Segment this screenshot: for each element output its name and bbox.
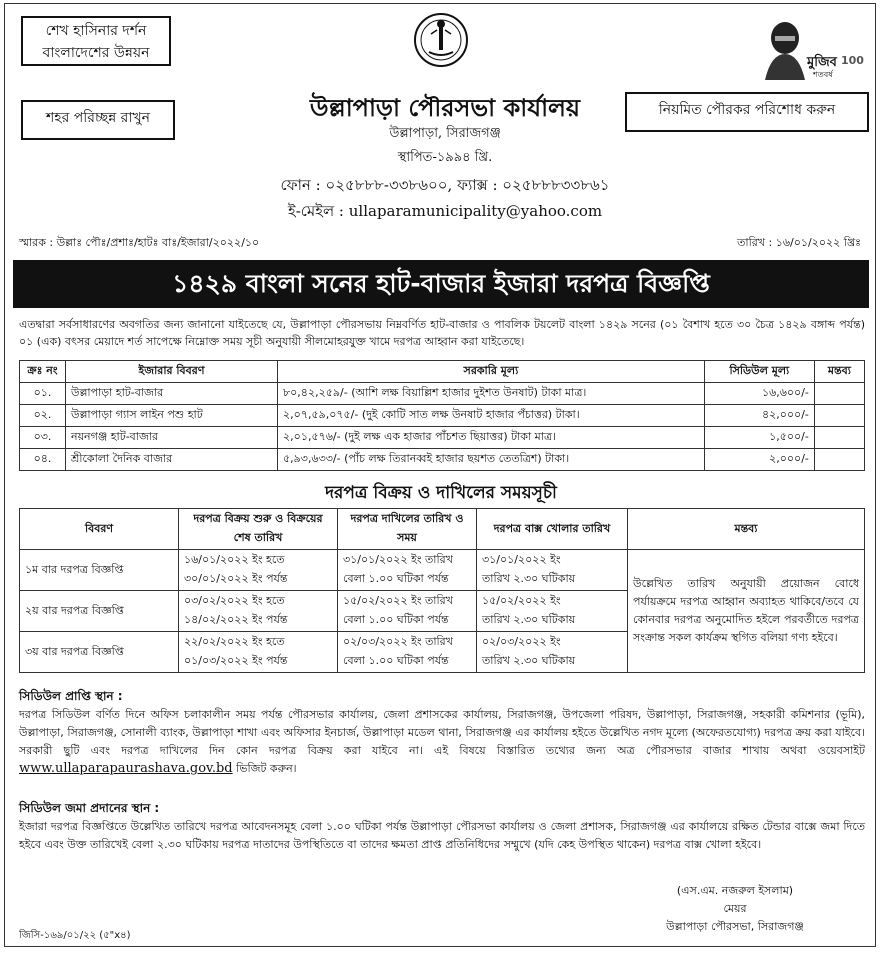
col-sale-dates: দরপত্র বিক্রয় শুরু ও বিক্রয়ের শেষ তারিখ bbox=[179, 509, 338, 550]
municipality-seal-logo bbox=[413, 12, 469, 68]
submit-cell bbox=[338, 550, 477, 591]
office-title: উল্লাপাড়া পৌরসভা কার্যালয় bbox=[309, 93, 581, 122]
col-govt-price: সরকারি মূল্য bbox=[278, 361, 705, 383]
sale-start: ২২/০২/২০২২ ইং হতে bbox=[184, 635, 285, 648]
round-cell: ২য় বার দরপত্র বিজ্ঞপ্তি bbox=[20, 591, 179, 632]
serial-cell: ০২. bbox=[20, 405, 66, 427]
lease-name-cell: শ্রীকোলা দৈনিক বাজার bbox=[66, 449, 278, 471]
submit-time: বেলা ১.০০ ঘটিকা পর্যন্ত bbox=[343, 572, 449, 585]
submit-date: ১৫/০২/২০২২ ইং তারিখ bbox=[343, 594, 453, 607]
intro-paragraph: এতদ্বারা সর্বসাধারণের অবগতির জন্য জানানো যাইতেছে যে, উল্লাপাড়া পৌরসভায় নিম্নবর্ণিত হাট-বাজার ও পাবলিক টয়লেট বাংলা ১৪২৯ সনের (০১ বৈশাখ হতে ৩০ চৈত্র ১৪২৯ বঙ্গাব্দ পর্যন্ত) ০১ (এক) বৎসর মেয়াদে শর্ত সাপেক্ষে নিম্নোক্ত সময় সূচী অনুযায়ী সীলমোহরযুক্ত খামে দরপত্র আহ্বান করা যাইতেছে। bbox=[19, 318, 865, 348]
remark-cell bbox=[814, 383, 864, 405]
memo-number: স্মারক : উল্লাঃ পৌঃ/প্রশাঃ/হাটঃ বাঃ/ইজারা/২০২২/১০ bbox=[19, 236, 260, 249]
serial-cell: ০৩. bbox=[20, 427, 66, 449]
table-row bbox=[20, 449, 865, 471]
table-row bbox=[20, 405, 865, 427]
col-serial: ক্রঃ নং bbox=[20, 361, 66, 383]
table-row bbox=[20, 383, 865, 405]
slogan-clean-city-box: শহর পরিচ্ছন্ন রাখুন bbox=[21, 100, 175, 140]
submit-date: ৩১/০১/২০২২ ইং তারিখ bbox=[343, 553, 453, 566]
schedule-note: উল্লেখিত তারিখ অনুযায়ী প্রয়োজন বোধে পর্যায়ক্রমে দরপত্র আহ্বান অব্যাহত থাকিবে/তবে যে কোনবার দরপত্র অনুমোদিত হইলে পরবর্তীতে দরপত্র সংক্রান্ত সকল কার্যক্রম স্থগিত বলিয়া গণ্য হইবে। bbox=[628, 550, 865, 673]
submit-cell bbox=[338, 591, 477, 632]
svg-text:শতবর্ষ: শতবর্ষ bbox=[813, 70, 833, 79]
schedule-source-title: সিডিউল প্রাপ্তি স্থান : bbox=[19, 689, 123, 703]
submit-date: ০২/০৩/২০২২ ইং তারিখ bbox=[343, 635, 453, 648]
signatory-office: উল্লাপাড়া পৌরসভা, সিরাজগঞ্জ bbox=[666, 920, 804, 933]
lease-name-cell: নয়নগঞ্জ হাট-বাজার bbox=[66, 427, 278, 449]
schedule-price-cell: ২,০০০/- bbox=[704, 449, 814, 471]
serial-cell: ০৪. bbox=[20, 449, 66, 471]
lease-name-cell: উল্লাপাড়া গ্যাস লাইন পশু হাট bbox=[66, 405, 278, 427]
slogan-line: শেখ হাসিনার দর্শন bbox=[45, 23, 147, 39]
open-date: ১৫/০২/২০২২ ইং bbox=[482, 594, 561, 607]
price-cell: ২,০৭,৫৯,০৭৫/- (দুই কোটি সাত লক্ষ উনষাট হাজার পঁচাত্তর) টাকা। bbox=[278, 405, 705, 427]
schedule-source-text: দরপত্র সিডিউল বর্ণিত দিনে অফিস চলাকালীন সময় পর্যন্ত পৌরসভার কার্যালয়, জেলা প্রশাসকের কার্যালয়, সিরাজগঞ্জ, উপজেলা পরিষদ, উল্লাপাড়া, সিরাজগঞ্জ, সহকারী কমিশনার (ভূমি), উল্লাপাড়া, সিরাজগঞ্জ, সোনালী ব্যাংক, উল্লাপাড়া শাখা এবং অফিসার ইনচার্জ, উল্লাপাড়া মডেল থানা, সিরাজগঞ্জ এর কার্যালয় হইতে উল্লেখিত নগদ মূল্যে (অফেরতযোগ্য) দরপত্র ক্রয় করা যাইবে। সরকারী ছুটি এবং দরপত্র দাখিলের দিন কোন দরপত্র বিক্রয় করা যাইবে না। এই বিষয়ে বিস্তারিত তথ্যের জন্য অত্র পৌরসভার বাজার শাখায় অথবা ওয়েবসাইট bbox=[19, 708, 865, 757]
footer-code: জিসি-১৬৯/০১/২২ (৫"x৪) bbox=[19, 930, 131, 941]
open-cell bbox=[477, 591, 628, 632]
notice-date: তারিখ : ১৬/০১/২০২২ খ্রিঃ bbox=[737, 236, 861, 249]
schedule-source-body bbox=[19, 706, 865, 778]
schedule-price-cell: ১,৫০০/- bbox=[704, 427, 814, 449]
submit-time: বেলা ১.০০ ঘটিকা পর্যন্ত bbox=[343, 654, 449, 667]
open-cell bbox=[477, 632, 628, 673]
price-cell: ২,০১,৫৭৬/- (দুই লক্ষ এক হাজার পাঁচশত ছিয়াত্তর) টাকা মাত্র। bbox=[278, 427, 705, 449]
notice-banner-title: ১৪২৯ বাংলা সনের হাট-বাজার ইজারা দরপত্র বিজ্ঞপ্তি bbox=[13, 260, 869, 308]
open-time: তারিখ ২.৩০ ঘটিকায় bbox=[482, 572, 576, 585]
round-cell: ৩য় বার দরপত্র বিজ্ঞপ্তি bbox=[20, 632, 179, 673]
office-established: স্থাপিত-১৯৯৪ খ্রি. bbox=[397, 150, 493, 165]
slogan-vision-box bbox=[21, 16, 171, 66]
col-remark: মন্তব্য bbox=[814, 361, 864, 383]
price-cell: ৮০,৪২,২৫৯/- (আশি লক্ষ বিয়াল্লিশ হাজার দুইশত উনষাট) টাকা মাত্র। bbox=[278, 383, 705, 405]
signatory-name: (এস.এম. নজরুল ইসলাম) bbox=[676, 884, 794, 897]
tender-notice bbox=[4, 3, 876, 947]
schedule-source-tail: ভিজিট করুন। bbox=[236, 762, 297, 775]
slogan-tax-box: নিয়মিত পৌরকর পরিশোধ করুন bbox=[625, 92, 869, 132]
col-submission: দরপত্র দাখিলের তারিখ ও সময় bbox=[338, 509, 477, 550]
open-cell bbox=[477, 550, 628, 591]
office-phone: ফোন : ০২৫৮৮৮-৩৩৮৬০০, ফ্যাক্স : ০২৫৮৮৮৩৩৮৬১ bbox=[280, 176, 610, 194]
sale-cell bbox=[179, 550, 338, 591]
sale-start: ১৬/০১/২০২২ ইং হতে bbox=[184, 553, 285, 566]
price-cell: ৫,৯৩,৬৩৩/- (পাঁচ লক্ষ তিরানব্বই হাজার ছয়শত তেতত্রিশ) টাকা। bbox=[278, 449, 705, 471]
round-cell: ১ম বার দরপত্র বিজ্ঞপ্তি bbox=[20, 550, 179, 591]
website-link[interactable]: www.ullaparapaurashava.gov.bd bbox=[19, 761, 233, 776]
lease-table-header bbox=[20, 361, 865, 383]
serial-cell: ০১. bbox=[20, 383, 66, 405]
schedule-deposit-body: ইজারা দরপত্র বিজ্ঞপ্তিতে উল্লেখিত তারিখে দরপত্র আবেদনসমূহ বেলা ১.০০ ঘটিকা পর্যন্ত উল্লাপাড়া পৌরসভা কার্যালয় ও জেলা প্রশাসক, সিরাজগঞ্জ এর কার্যালয়ে রক্ষিত টেন্ডার বাক্সে জমা দিতে হইবে এবং উক্ত তারিখেই বেলা ২.৩০ ঘটিকায় দরপত্র দাতাদের উপস্থিতিতে বা তাদের ক্ষমতা প্রাপ্ত প্রতিনিধিদের সম্মুখে (যদি কেহ উপস্থিত থাকেন) দরপত্র বাক্স খোলা হইবে। bbox=[19, 820, 865, 851]
sale-end: ০১/০৩/২০২২ ইং পর্যন্ত bbox=[184, 654, 288, 667]
open-date: ০২/০৩/২০২২ ইং bbox=[482, 635, 561, 648]
table-row bbox=[20, 427, 865, 449]
col-schedule-price: সিডিউল মূল্য bbox=[704, 361, 814, 383]
open-time: তারিখ ২.৩০ ঘটিকায় bbox=[482, 613, 576, 626]
schedule-table-header bbox=[20, 509, 865, 550]
sale-cell bbox=[179, 591, 338, 632]
schedule-table bbox=[19, 508, 865, 673]
submit-cell bbox=[338, 632, 477, 673]
schedule-section-title: দরপত্র বিক্রয় ও দাখিলের সময়সূচী bbox=[325, 483, 557, 503]
signatory-title: মেয়র bbox=[723, 902, 747, 915]
col-box-opening: দরপত্র বাক্স খোলার তারিখ bbox=[477, 509, 628, 550]
sale-end: ১৪/০২/২০২২ ইং পর্যন্ত bbox=[184, 613, 288, 626]
lease-table bbox=[19, 360, 865, 471]
sale-end: ৩০/০১/২০২২ ইং পর্যন্ত bbox=[184, 572, 288, 585]
sale-start: ০৩/০২/২০২২ ইং হতে bbox=[184, 594, 285, 607]
lease-name-cell: উল্লাপাড়া হাট-বাজার bbox=[66, 383, 278, 405]
col-description: বিবরণ bbox=[20, 509, 179, 550]
remark-cell bbox=[814, 449, 864, 471]
schedule-deposit-title: সিডিউল জমা প্রদানের স্থান : bbox=[19, 801, 160, 815]
mujib-centenary-logo bbox=[757, 14, 864, 82]
svg-text:মুজিব: মুজিব bbox=[807, 55, 837, 70]
col-lease-desc: ইজারার বিবরণ bbox=[66, 361, 278, 383]
remark-cell bbox=[814, 427, 864, 449]
office-email: ই-মেইল : ullaparamunicipality@yahoo.com bbox=[287, 202, 603, 220]
schedule-price-cell: ৪২,০০০/- bbox=[704, 405, 814, 427]
office-location: উল্লাপাড়া, সিরাজগঞ্জ bbox=[389, 126, 501, 141]
sale-cell bbox=[179, 632, 338, 673]
open-date: ৩১/০১/২০২২ ইং bbox=[482, 553, 561, 566]
col-remarks: মন্তব্য bbox=[628, 509, 865, 550]
svg-text:100: 100 bbox=[841, 54, 864, 67]
submit-time: বেলা ১.০০ ঘটিকা পর্যন্ত bbox=[343, 613, 449, 626]
remark-cell bbox=[814, 405, 864, 427]
table-row bbox=[20, 550, 865, 591]
schedule-price-cell: ১৬,৬০০/- bbox=[704, 383, 814, 405]
slogan-line: বাংলাদেশের উন্নয়ন bbox=[42, 45, 150, 61]
open-time: তারিখ ২.৩০ ঘটিকায় bbox=[482, 654, 576, 667]
